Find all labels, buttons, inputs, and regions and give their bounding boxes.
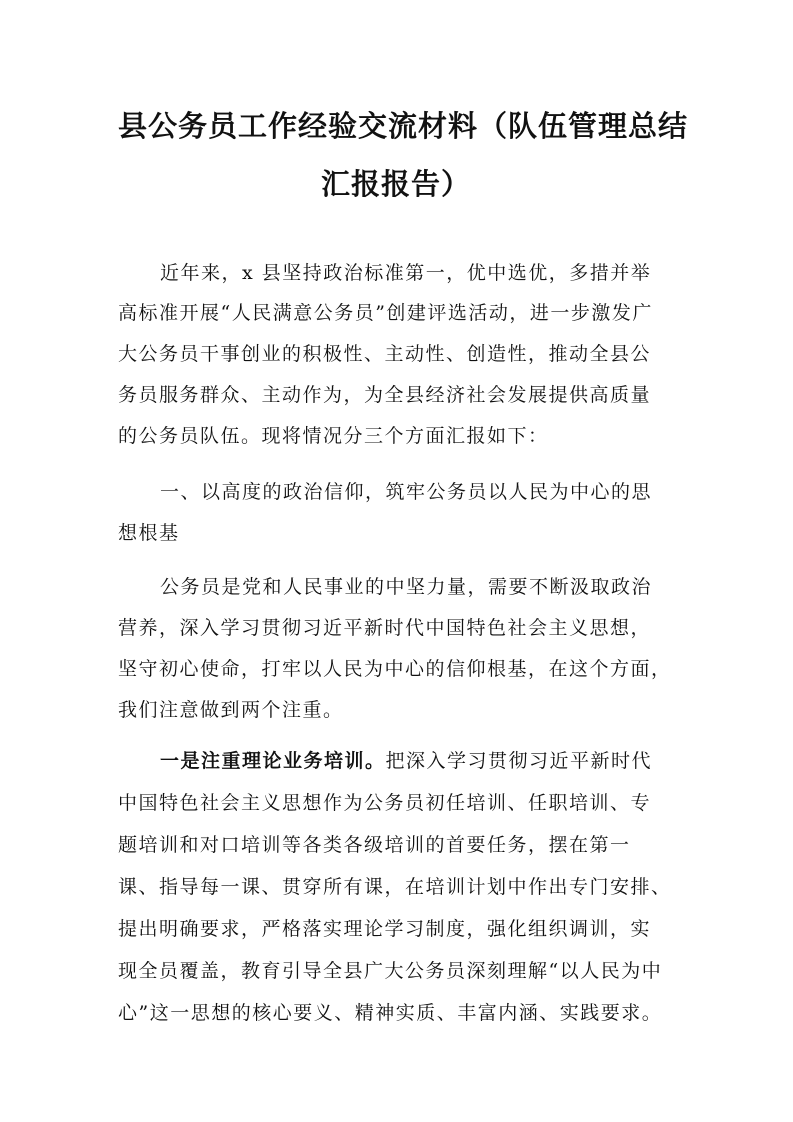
paragraph-1-line-2: 高标准开展“人民满意公务员”创建评选活动，进一步激发广 (118, 302, 653, 324)
section-heading-1-line-2: 想根基 (118, 522, 180, 544)
paragraph-3-line-1: 公务员是党和人民事业的中坚力量，需要不断汲取政治 (160, 576, 653, 598)
paragraph-4-line-2: 中国特色社会主义思想作为公务员初任培训、任职培训、专 (118, 792, 652, 814)
paragraph-1-line-4: 务员服务群众、主动作为，为全县经济社会发展提供高质量 (118, 384, 652, 406)
paragraph-4-line-1 (160, 746, 678, 776)
paragraph-1-line-3: 大公务员干事创业的积极性、主动性、创造性，推动全县公 (118, 343, 652, 365)
section-heading-1-line-1: 一、以高度的政治信仰，筑牢公务员以人民为中心的思 (160, 481, 653, 503)
paragraph-4-line-3: 题培训和对口培训等各类各级培训的首要任务，摆在第一 (118, 834, 631, 856)
paragraph-4-line-4: 课、指导每一课、贯穿所有课，在培训计划中作出专门安排、 (118, 876, 672, 898)
paragraph-3-line-4: 我们注意做到两个注重。 (118, 699, 344, 721)
paragraph-4-line-1-text: 把深入学习贯彻习近平新时代 (385, 750, 653, 772)
paragraph-4-bold-lead: 一是注重理论业务培训。 (160, 750, 386, 772)
paragraph-1-line-1: 近年来，x 县坚持政治标准第一，优中选优，多措并举 (160, 262, 652, 284)
paragraph-1-line-5: 的公务员队伍。现将情况分三个方面汇报如下： (118, 425, 549, 447)
paragraph-4-line-5: 提出明确要求，严格落实理论学习制度，强化组织调训，实 (118, 918, 652, 940)
paragraph-3-line-3: 坚守初心使命，打牢以人民为中心的信仰根基，在这个方面， (118, 658, 672, 680)
document-title-line-1: 县公务员工作经验交流材料（队伍管理总结 (118, 109, 689, 143)
paragraph-4-line-7: 心”这一思想的核心要义、精神实质、丰富内涵、实践要求。 (118, 1002, 663, 1024)
document-title-line-2: 汇报报告） (321, 167, 472, 201)
paragraph-3-line-2: 营养，深入学习贯彻习近平新时代中国特色社会主义思想， (118, 617, 652, 639)
paragraph-4-line-6: 现全员覆盖，教育引导全县广大公务员深刻理解“以人民为中 (118, 960, 663, 982)
